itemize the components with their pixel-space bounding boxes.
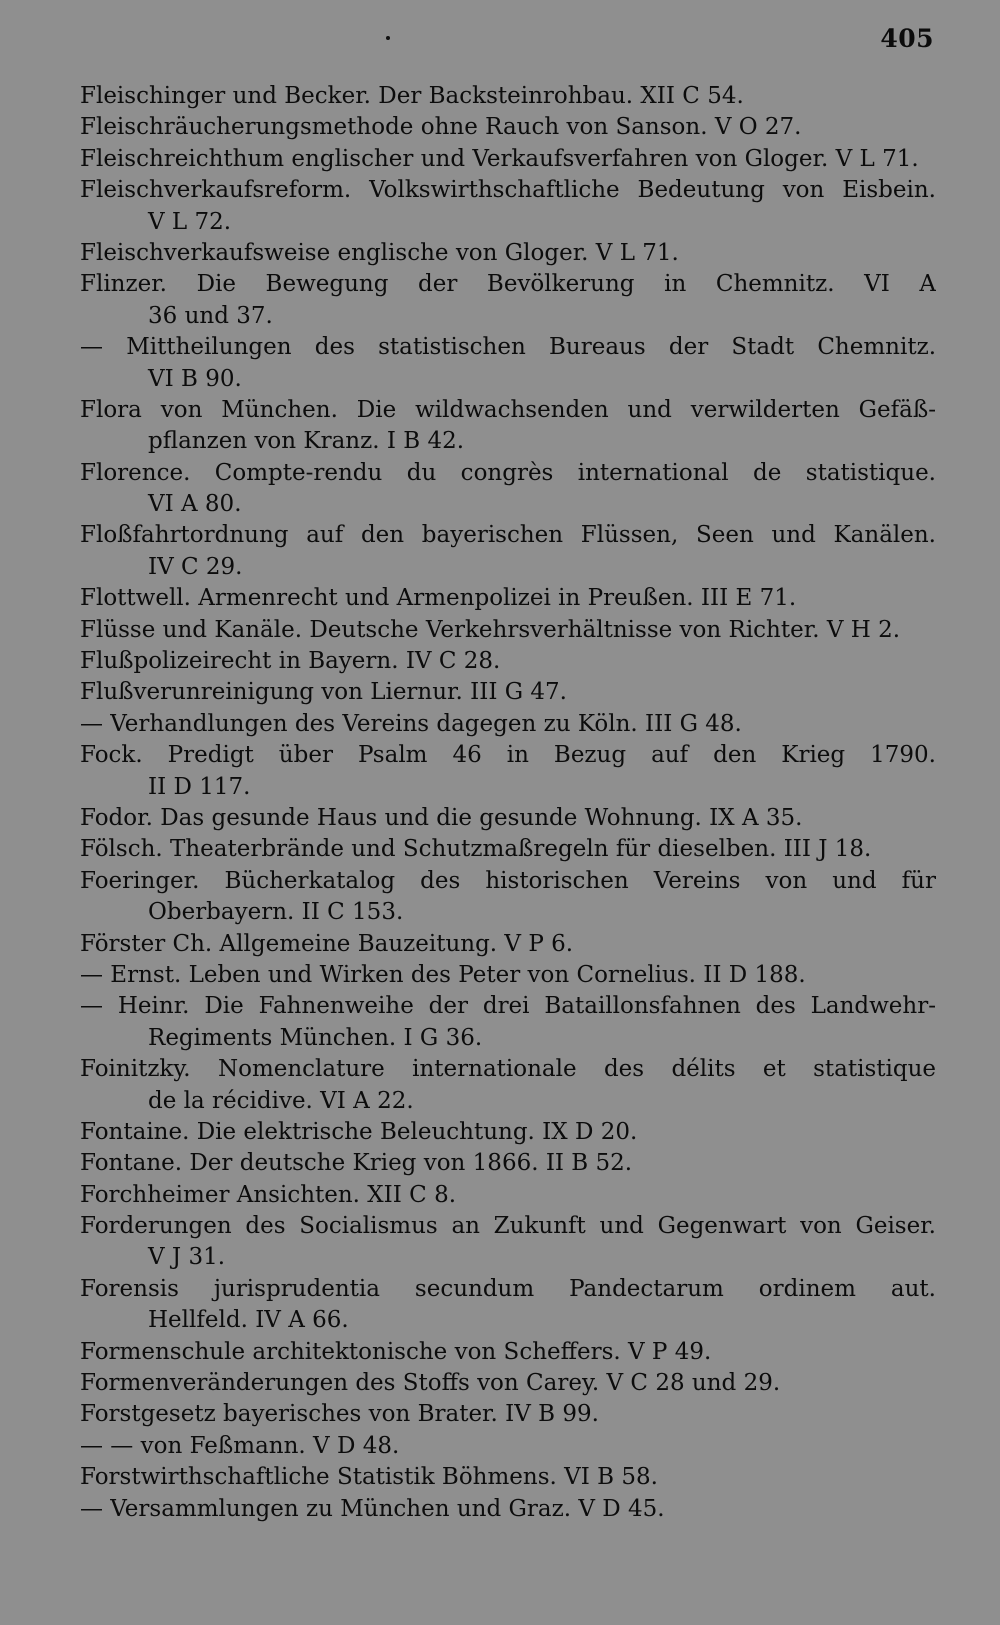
index-entry bbox=[80, 1211, 936, 1274]
index-entry-continuation: VI B 90. bbox=[148, 365, 242, 392]
index-entry-text: Forstwirthschaftliche Statistik Böhmens. VI B 58. bbox=[80, 1464, 658, 1491]
index-entry bbox=[80, 740, 936, 803]
index-entry-text: Forderungen des Socialismus an Zukunft und Gegenwart von Geiser. bbox=[80, 1213, 936, 1240]
index-entry bbox=[80, 458, 936, 521]
index-entry bbox=[80, 1054, 936, 1117]
index-entry bbox=[80, 677, 936, 708]
page-number: 405 bbox=[880, 24, 934, 53]
index-entry bbox=[80, 1462, 936, 1493]
index-entry-text: Flinzer. Die Bewegung der Bevölkerung in Chemnitz. VI A bbox=[80, 271, 936, 298]
index-entry-continuation: pflanzen von Kranz. I B 42. bbox=[148, 428, 465, 455]
index-entry bbox=[80, 1117, 936, 1148]
index-entry-continuation: VI A 80. bbox=[148, 491, 242, 518]
index-entry-text: Foeringer. Bücherkatalog des historischen Vereins von und für bbox=[80, 867, 936, 894]
index-entry-continuation: II D 117. bbox=[148, 773, 251, 800]
index-entry bbox=[80, 1148, 936, 1179]
index-entry-text: Fleischverkaufsreform. Volkswirthschaftliche Bedeutung von Eisbein. bbox=[80, 177, 936, 204]
index-entry-text: Florence. Compte-rendu du congrès international de statistique. bbox=[80, 459, 936, 486]
index-entry-text: Floßfahrtordnung auf den bayerischen Flüssen, Seen und Kanälen. bbox=[80, 522, 936, 549]
index-entry-continuation: Hellfeld. IV A 66. bbox=[148, 1307, 349, 1334]
index-entry bbox=[80, 332, 936, 395]
index-entry-text: Fleischreichthum englischer und Verkaufsverfahren von Gloger. V L 71. bbox=[80, 145, 919, 172]
index-entry bbox=[80, 238, 936, 269]
index-entry-text: Formenveränderungen des Stoffs von Carey. V C 28 und 29. bbox=[80, 1370, 781, 1397]
index-entry-continuation: Regiments München. I G 36. bbox=[148, 1024, 483, 1051]
index-entry-text: Fleischverkaufsweise englische von Gloger. V L 71. bbox=[80, 239, 679, 266]
index-entry-text: — Heinr. Die Fahnenweihe der drei Bataillonsfahnen des Landwehr- bbox=[80, 993, 936, 1020]
index-entry bbox=[80, 583, 936, 614]
index-entry-continuation: V J 31. bbox=[148, 1244, 226, 1271]
ink-dot bbox=[386, 36, 390, 40]
index-entry-text: Fölsch. Theaterbrände und Schutzmaßregeln für dieselben. III J 18. bbox=[80, 836, 872, 863]
index-entry-text: Fontane. Der deutsche Krieg von 1866. II B 52. bbox=[80, 1150, 633, 1177]
index-entry bbox=[80, 175, 936, 238]
index-entry bbox=[80, 709, 936, 740]
index-entry-text: Forstgesetz bayerisches von Brater. IV B 99. bbox=[80, 1401, 599, 1428]
index-entry-continuation: 36 und 37. bbox=[148, 302, 273, 329]
index-entry bbox=[80, 269, 936, 332]
index-entry bbox=[80, 960, 936, 991]
index-entry-text: Fleischräucherungsmethode ohne Rauch von Sanson. V O 27. bbox=[80, 114, 802, 141]
index-entry bbox=[80, 1494, 936, 1525]
index-entry-continuation: Oberbayern. II C 153. bbox=[148, 899, 404, 926]
index-entry bbox=[80, 991, 936, 1054]
index-entry bbox=[80, 866, 936, 929]
index-entry-text: — Versammlungen zu München und Graz. V D 45. bbox=[80, 1495, 665, 1522]
index-entry bbox=[80, 1399, 936, 1430]
index-entry bbox=[80, 395, 936, 458]
index-entry-text: — Ernst. Leben und Wirken des Peter von Cornelius. II D 188. bbox=[80, 961, 806, 988]
index-entry-text: — Mittheilungen des statistischen Bureaus der Stadt Chemnitz. bbox=[80, 334, 936, 361]
index-entry bbox=[80, 1337, 936, 1368]
index-entry-text: Fodor. Das gesunde Haus und die gesunde Wohnung. IX A 35. bbox=[80, 804, 803, 831]
index-entry-text: Fleischinger und Becker. Der Backsteinrohbau. XII C 54. bbox=[80, 83, 744, 109]
index-entry-continuation: IV C 29. bbox=[148, 553, 243, 580]
index-entry bbox=[80, 646, 936, 677]
index-entry-continuation: V L 72. bbox=[148, 208, 232, 235]
index-entry bbox=[80, 1431, 936, 1462]
index-entry-text: Flußpolizeirecht in Bayern. IV C 28. bbox=[80, 648, 501, 675]
index-entry-text: — — von Feßmann. V D 48. bbox=[80, 1432, 400, 1459]
index-entry bbox=[80, 1368, 936, 1399]
index-entry-text: Förster Ch. Allgemeine Bauzeitung. V P 6. bbox=[80, 930, 574, 957]
index-entry-text: Flußverunreinigung von Liernur. III G 47. bbox=[80, 679, 567, 706]
index-entry-text: — Verhandlungen des Vereins dagegen zu Köln. III G 48. bbox=[80, 710, 742, 737]
index-entry bbox=[80, 144, 936, 175]
index-entry-text: Forensis jurisprudentia secundum Pandectarum ordinem aut. bbox=[80, 1275, 936, 1302]
index-entry bbox=[80, 929, 936, 960]
index-entry-text: Formenschule architektonische von Scheffers. V P 49. bbox=[80, 1338, 712, 1365]
index-entry bbox=[80, 112, 936, 143]
index-entry bbox=[80, 1180, 936, 1211]
index-entry bbox=[80, 834, 936, 865]
index-entry bbox=[80, 803, 936, 834]
index-entry-text: Flora von München. Die wildwachsenden und verwilderten Gefäß- bbox=[80, 396, 936, 423]
index-entry bbox=[80, 615, 936, 646]
index-entry-text: Fock. Predigt über Psalm 46 in Bezug auf den Krieg 1790. bbox=[80, 742, 936, 769]
index-entry bbox=[80, 520, 936, 583]
index-entry-text: Flottwell. Armenrecht und Armenpolizei in Preußen. III E 71. bbox=[80, 585, 797, 612]
index-entry-text: Foinitzky. Nomenclature internationale des délits et statistique bbox=[80, 1056, 936, 1083]
index-entry bbox=[80, 81, 936, 112]
index-entry-continuation: de la récidive. VI A 22. bbox=[148, 1087, 414, 1114]
index-entry bbox=[80, 1274, 936, 1337]
index-entry-list bbox=[80, 81, 936, 1525]
index-entry-text: Flüsse und Kanäle. Deutsche Verkehrsverhältnisse von Richter. V H 2. bbox=[80, 616, 901, 643]
index-entry-text: Fontaine. Die elektrische Beleuchtung. IX D 20. bbox=[80, 1118, 638, 1145]
index-entry-text: Forchheimer Ansichten. XII C 8. bbox=[80, 1181, 457, 1208]
